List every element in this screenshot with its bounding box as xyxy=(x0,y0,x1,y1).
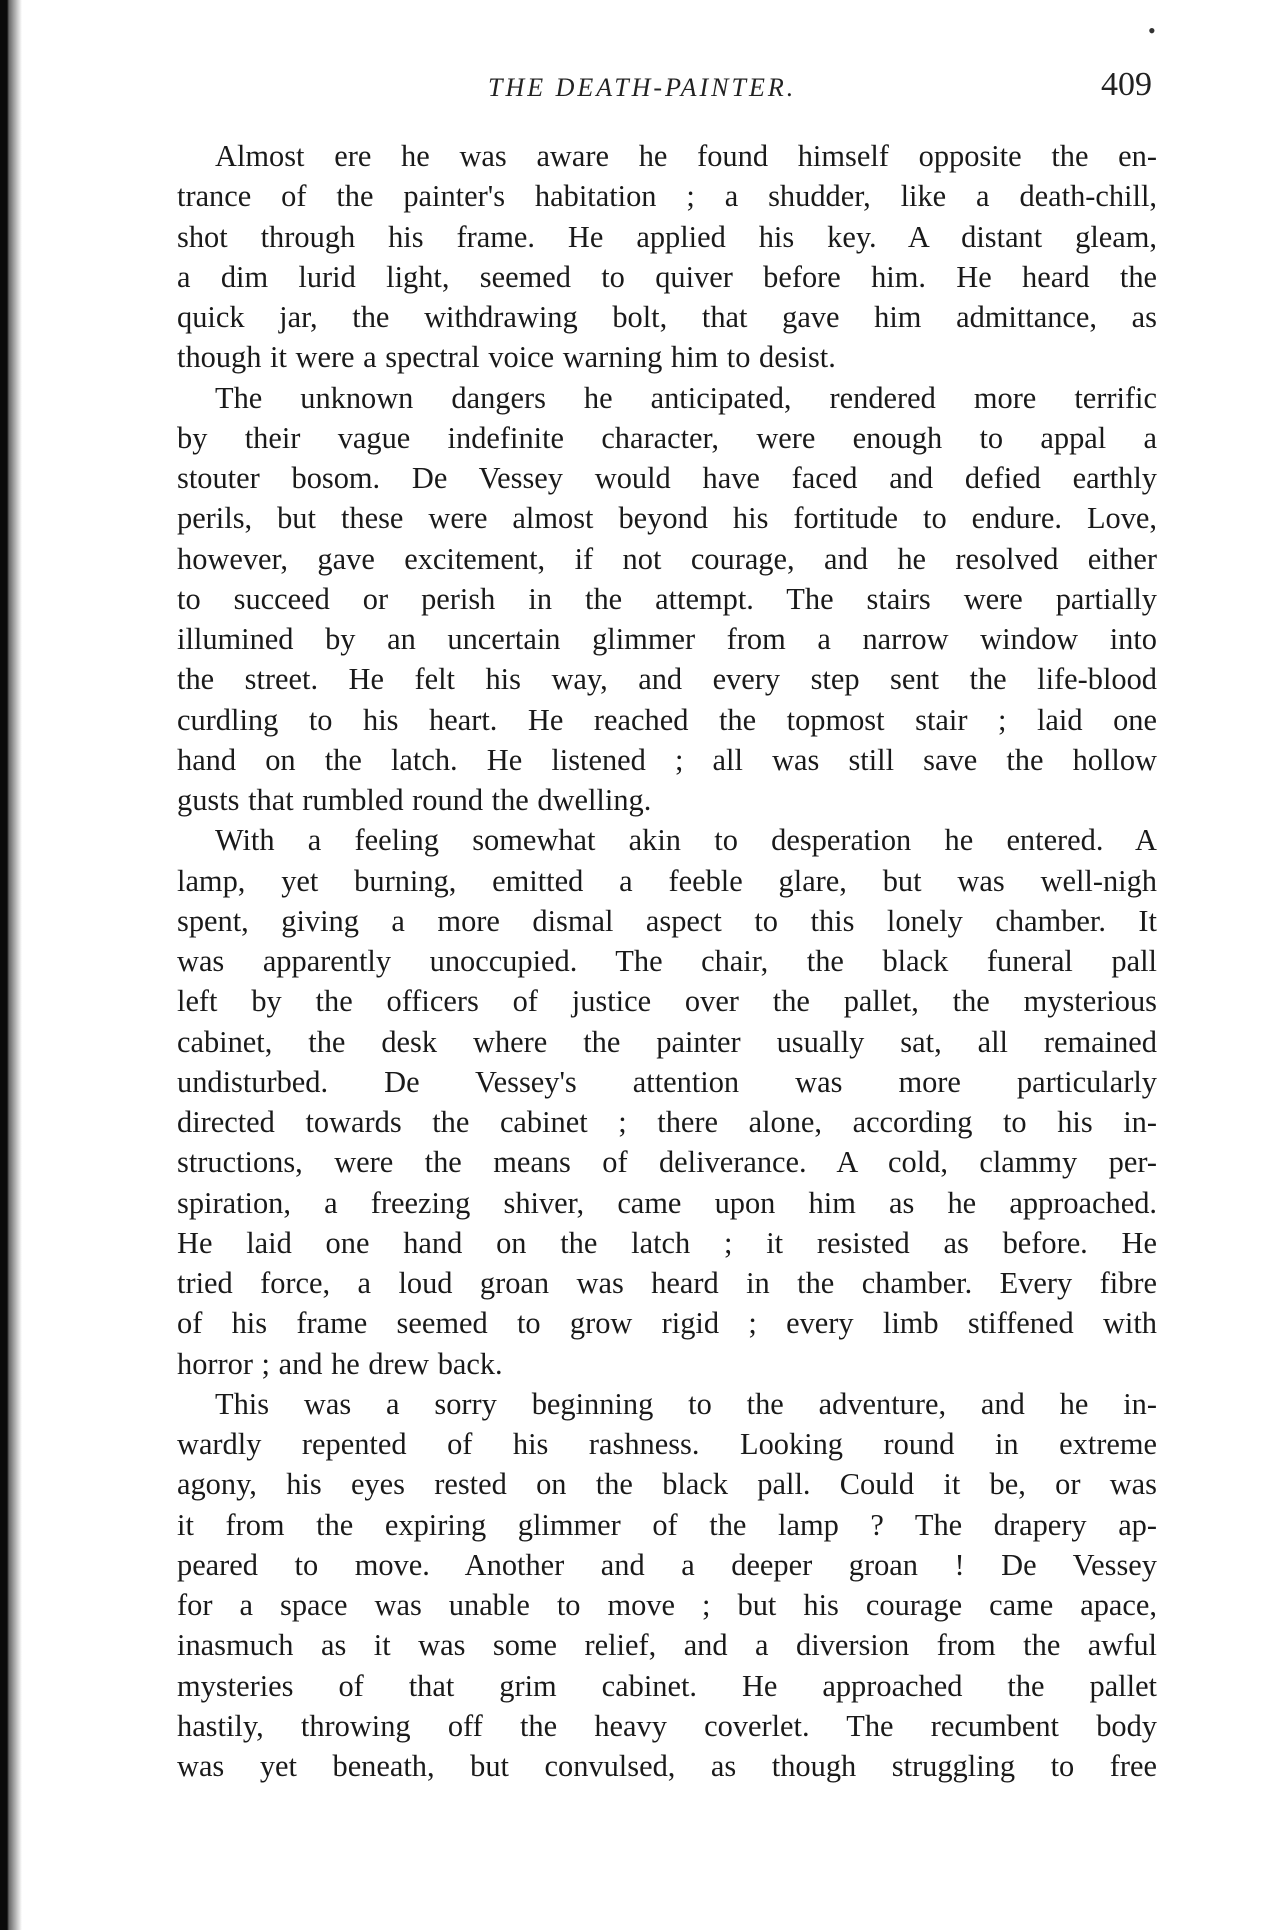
text-line: mysteries of that grim cabinet. He approached the pallet xyxy=(177,1668,1157,1703)
text-line: illumined by an uncertain glimmer from a narrow window into xyxy=(177,622,1157,656)
text-line: With a feeling somewhat akin to desperation he entered. A xyxy=(215,823,1157,858)
text-line: wardly repented of his rashness. Looking round in extreme xyxy=(177,1427,1157,1461)
text-line: though it were a spectral voice warning him to desist. xyxy=(177,340,836,375)
paragraph xyxy=(177,378,1157,821)
page-binding-edge xyxy=(0,0,24,1930)
text-line: the street. He felt his way, and every step sent the life-blood xyxy=(177,662,1157,697)
text-line: trance of the painter's habitation ; a shudder, like a death-chill, xyxy=(177,179,1157,214)
text-line: tried force, a loud groan was heard in the chamber. Every fibre xyxy=(177,1266,1157,1300)
text-line: shot through his frame. He applied his key. A distant gleam, xyxy=(177,219,1157,254)
text-line: spent, giving a more dismal aspect to this lonely chamber. It xyxy=(177,903,1157,938)
text-line: undisturbed. De Vessey's attention was more particularly xyxy=(177,1064,1157,1099)
text-line: a dim lurid light, seemed to quiver before him. He heard the xyxy=(177,259,1157,294)
text-line: peared to move. Another and a deeper groan ! De Vessey xyxy=(177,1547,1157,1582)
text-line: gusts that rumbled round the dwelling. xyxy=(177,783,652,817)
text-line: The unknown dangers he anticipated, rendered more terrific xyxy=(215,380,1157,415)
text-line: for a space was unable to move ; but his courage came apace, xyxy=(177,1588,1157,1622)
text-line: of his frame seemed to grow rigid ; every limb stiffened with xyxy=(177,1306,1157,1341)
text-line: agony, his eyes rested on the black pall. Could it be, or was xyxy=(177,1467,1157,1502)
text-line: spiration, a freezing shiver, came upon him as he approached. xyxy=(177,1185,1157,1220)
text-line: it from the expiring glimmer of the lamp ? The drapery ap- xyxy=(177,1507,1157,1542)
text-line: was yet beneath, but convulsed, as though struggling to free xyxy=(177,1749,1157,1783)
text-line: by their vague indefinite character, were enough to appal a xyxy=(177,420,1157,455)
paragraph xyxy=(177,1384,1157,1787)
text-line: was apparently unoccupied. The chair, the black funeral pall xyxy=(177,944,1157,978)
text-line: lamp, yet burning, emitted a feeble glare, but was well-nigh xyxy=(177,863,1157,898)
text-line: hastily, throwing off the heavy coverlet. The recumbent body xyxy=(177,1708,1157,1743)
text-line: quick jar, the withdrawing bolt, that gave him admittance, as xyxy=(177,300,1157,334)
corner-mark: • xyxy=(1148,18,1156,43)
text-line: horror ; and he drew back. xyxy=(177,1346,503,1381)
text-line: directed towards the cabinet ; there alone, according to his in- xyxy=(177,1105,1157,1139)
page-number: 409 xyxy=(1101,66,1152,103)
paragraph xyxy=(177,136,1157,378)
text-line: hand on the latch. He listened ; all was still save the hollow xyxy=(177,742,1157,777)
text-line: This was a sorry beginning to the adventure, and he in- xyxy=(215,1386,1157,1421)
text-line: left by the officers of justice over the pallet, the mysterious xyxy=(177,984,1157,1019)
text-line: He laid one hand on the latch ; it resisted as before. He xyxy=(177,1225,1157,1260)
text-line: curdling to his heart. He reached the topmost stair ; laid one xyxy=(177,702,1157,737)
text-line: however, gave excitement, if not courage, and he resolved either xyxy=(177,541,1157,576)
text-line: cabinet, the desk where the painter usually sat, all remained xyxy=(177,1024,1157,1059)
running-head: THE DEATH-PAINTER. xyxy=(488,73,797,102)
body-text xyxy=(177,136,1157,1786)
text-line: inasmuch as it was some relief, and a diversion from the awful xyxy=(177,1628,1157,1663)
paragraph xyxy=(177,820,1157,1384)
text-line: stouter bosom. De Vessey would have faced and defied earthly xyxy=(177,461,1157,495)
text-line: structions, were the means of deliverance. A cold, clammy per- xyxy=(177,1145,1157,1180)
text-line: perils, but these were almost beyond his fortitude to endure. Love, xyxy=(177,501,1157,536)
text-line: to succeed or perish in the attempt. The stairs were partially xyxy=(177,581,1157,616)
text-line: Almost ere he was aware he found himself opposite the en- xyxy=(215,139,1157,173)
